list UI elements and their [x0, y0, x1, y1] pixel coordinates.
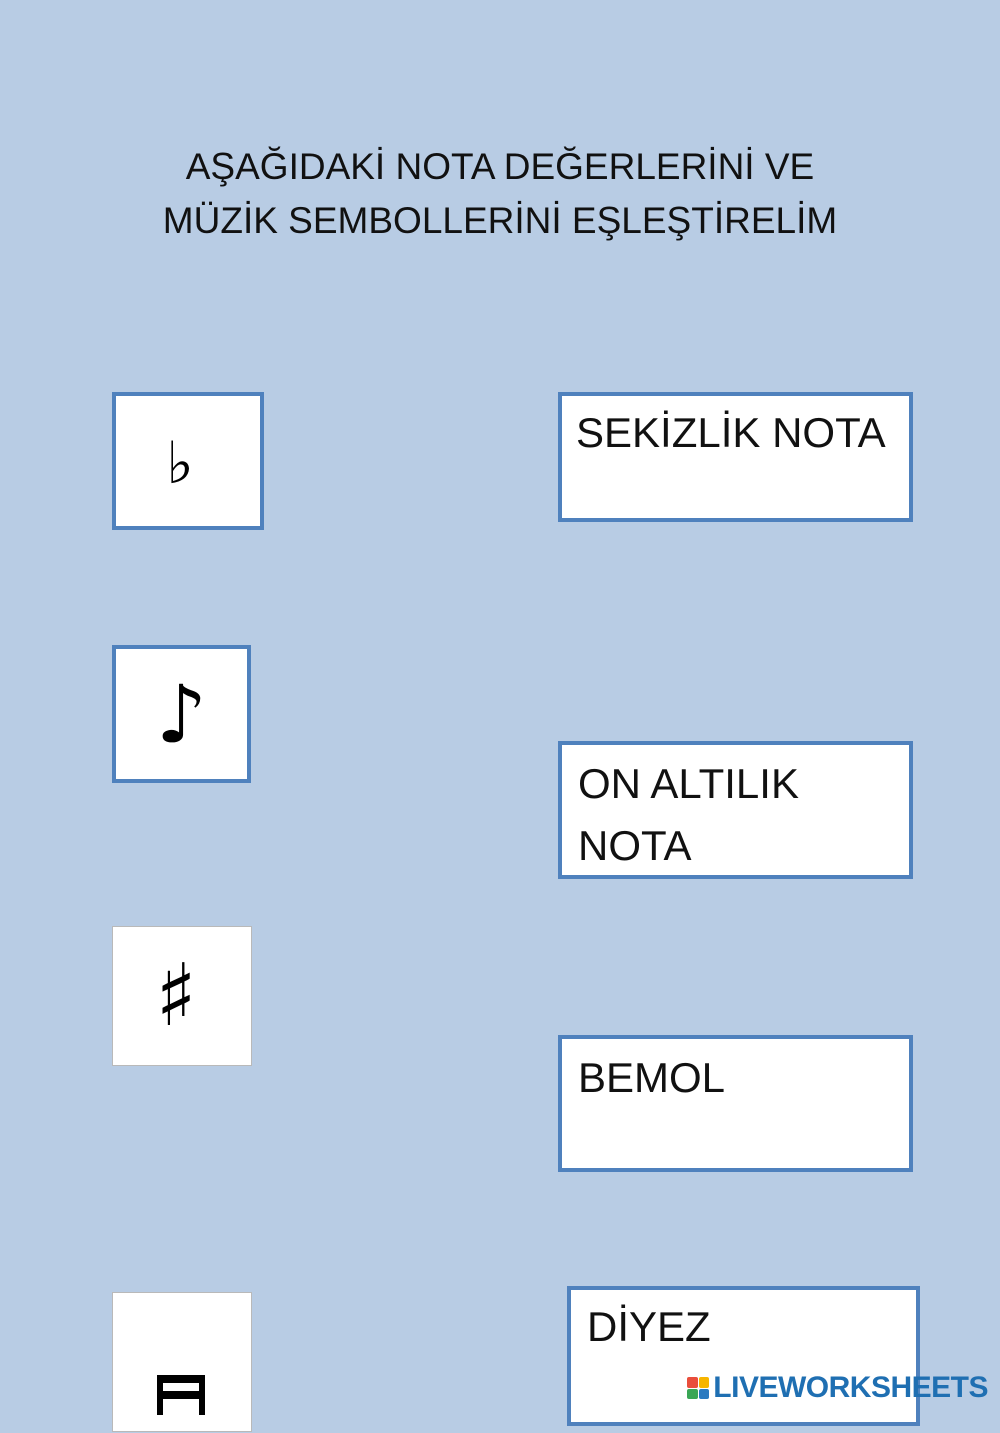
- sixteenth-notes-icon: [113, 1293, 253, 1433]
- answer-box-on-altilik-nota[interactable]: [558, 741, 913, 879]
- answer-label: SEKİZLİK NOTA: [576, 409, 886, 456]
- answer-label: BEMOL: [578, 1054, 726, 1101]
- answer-box-bemol[interactable]: [558, 1035, 913, 1172]
- sharp-sign-icon: ♯: [155, 946, 197, 1046]
- symbol-box-eighth-note[interactable]: [112, 645, 251, 783]
- flat-sign-icon: ♭: [166, 429, 194, 497]
- brand-square-green: [687, 1389, 698, 1400]
- title-line-2: MÜZİK SEMBOLLERİNİ EŞLEŞTİRELİM: [162, 200, 838, 241]
- answer-label: DİYEZ: [587, 1303, 711, 1350]
- brand-square-blue: [699, 1389, 710, 1400]
- answer-label: ON ALTILIK NOTA: [578, 760, 799, 869]
- brand-square-yellow: [699, 1377, 710, 1388]
- symbol-box-flat[interactable]: [112, 392, 264, 530]
- title-line-1: AŞAĞIDAKİ NOTA DEĞERLERİNİ VE: [185, 146, 815, 187]
- liveworksheets-logo: [687, 1370, 988, 1406]
- liveworksheets-wordmark: LIVEWORKSHEETS: [713, 1371, 988, 1404]
- brand-square-red: [687, 1377, 698, 1388]
- liveworksheets-mark-icon: [687, 1377, 709, 1399]
- symbol-box-sharp[interactable]: [112, 926, 252, 1066]
- eighth-note-icon: ♪: [155, 667, 208, 761]
- answer-box-sekizlik-nota[interactable]: [558, 392, 913, 522]
- symbol-box-sixteenth-notes[interactable]: [112, 1292, 252, 1432]
- worksheet-title: [0, 140, 1000, 248]
